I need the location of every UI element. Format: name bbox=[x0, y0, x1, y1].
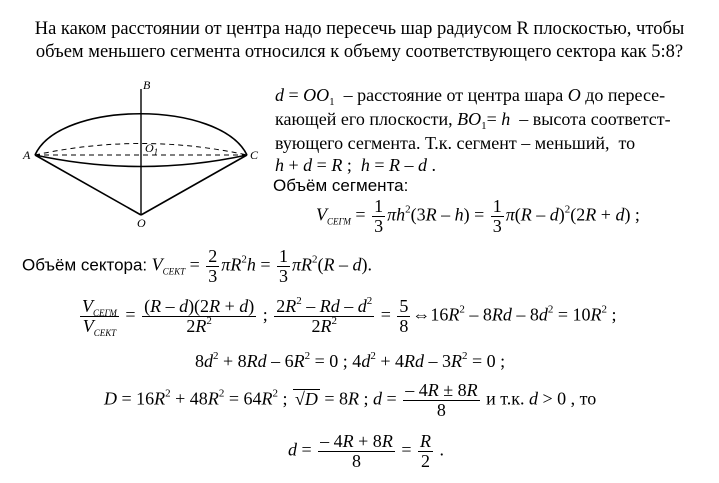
definition-line-4: h + d = R ; h = R – d . bbox=[275, 155, 436, 175]
sector-volume-line: Объём сектора: $V_{СЕКТ}$ = $\frac{2}{3}$ $\pi R^2h$ = $\frac{1}{3}$ $\pi R^2(R - d)$. bbox=[22, 246, 372, 286]
quadratic-equations: $8d^2 + 8Rd - 6R^2 = 0$ ; $4d^2 + 4Rd - 3R^2 = 0$ ; bbox=[195, 350, 506, 371]
ratio-equation: $\frac{V_{СЕГМ}}{V_{СЕКТ}}$ = $\frac{(R - d)(2R + d)}{2R^2}$ ; $\frac{2R^2 - Rd - d^2}{2R^2}$ = $\frac{5}{8}$ $\Leftrightarrow 16R^2 - 8Rd - 8d^2 = 10R^2$ ; bbox=[82, 295, 617, 338]
discriminant-line: $D = 16R^2 + 48R^2 = 64R^2$ ; √D = 8R ; d = $\frac{- 4R \pm 8R}{8}$ и т.к. d > 0 , то bbox=[104, 380, 597, 420]
sector-volume-heading: Объём сектора: bbox=[22, 255, 148, 275]
label-A: A bbox=[23, 148, 31, 162]
definition-line-1: $d = OO_1$ – расстояние от центра шара O до пересе- bbox=[275, 85, 666, 108]
label-B: B bbox=[143, 78, 151, 92]
segment-volume-heading: Объём сегмента: bbox=[273, 176, 409, 195]
definition-line-2: кающей его плоскости, $BO_1= h$ – высота соответст- bbox=[275, 109, 671, 132]
problem-title-line-1: На каком расстоянии от центра надо пересечь шар радиусом R плоскостью, чтобы bbox=[34, 19, 685, 39]
label-O: O bbox=[137, 216, 146, 230]
label-O1: $O_1$ bbox=[145, 141, 159, 157]
sphere-segment-diagram bbox=[20, 75, 270, 235]
problem-title-line-2: объем меньшего сегмента относился к объему соответствующего сектора как 5:8? bbox=[35, 42, 684, 62]
label-C: C bbox=[250, 148, 259, 162]
answer-line: d = $\frac{- 4R + 8R}{8}$ = $\frac{R}{2}$ . bbox=[288, 431, 444, 471]
condition-text: и т.к. bbox=[486, 388, 525, 409]
definition-line-3: вующего сегмента. Т.к. сегмент – меньший, то bbox=[275, 133, 636, 153]
segment-volume-formula: $V_{СЕГМ}$ = $\frac{1}{3}$ $\pi h^2(3R - h)$ = $\frac{1}{3}$ π(R – d)$^2$(2R + d) ; bbox=[316, 196, 640, 236]
